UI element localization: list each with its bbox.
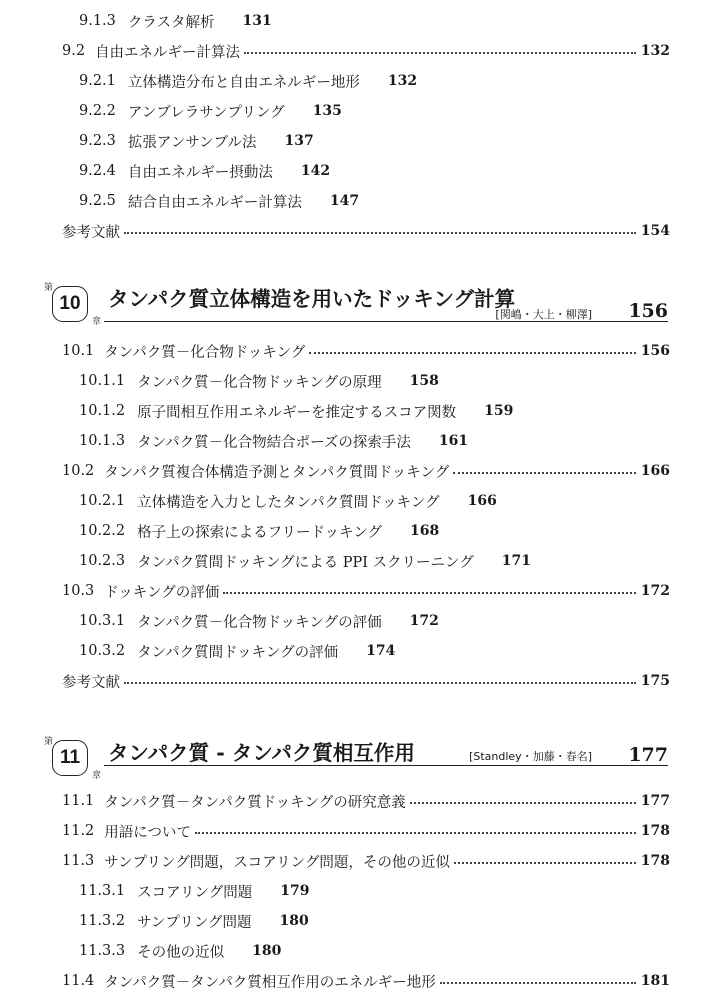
entry-number: 10.1.3 [79, 433, 126, 449]
entry-title: タンパク質－タンパク質相互作用のエネルギー地形 [104, 974, 436, 991]
entry-title: ドッキングの評価 [104, 584, 220, 601]
chapter-number-badge: 10 [52, 286, 88, 322]
entry-page: 172 [409, 613, 439, 629]
entry-page: 175 [640, 673, 670, 689]
chapter-page: 177 [628, 744, 668, 766]
entry-title: タンパク質－化合物ドッキング [104, 344, 306, 361]
entry-page: 166 [467, 493, 497, 509]
entry-number: 9.2 [62, 43, 86, 59]
toc-entry[interactable] [0, 546, 710, 576]
entry-page: 158 [409, 373, 439, 389]
entry-number: 10.3.2 [79, 643, 126, 659]
toc-entry[interactable] [0, 96, 710, 126]
entry-number: 11.3 [62, 853, 95, 869]
entry-number: 10.2.3 [79, 553, 126, 569]
toc-entry[interactable] [0, 786, 710, 816]
chapter-page: 156 [628, 300, 668, 322]
dot-leader [195, 831, 636, 834]
entry-page: 135 [312, 103, 342, 119]
entry-page: 132 [640, 43, 670, 59]
entry-page: 181 [640, 973, 670, 989]
toc-entry[interactable] [0, 606, 710, 636]
dot-leader [453, 471, 636, 474]
toc-entry[interactable] [0, 846, 710, 876]
entry-title: クラスタ解析 [127, 14, 215, 31]
entry-title: 自由エネルギー摂動法 [127, 164, 273, 181]
dot-leader [223, 591, 636, 594]
entry-page: 132 [387, 73, 418, 89]
toc-entry[interactable] [0, 456, 710, 486]
entry-page: 180 [252, 943, 282, 959]
entry-number: 10.2 [62, 463, 95, 479]
entry-page: 177 [640, 793, 670, 809]
entry-page: 174 [366, 643, 396, 659]
toc-entry[interactable] [0, 66, 710, 96]
chapter-heading [0, 280, 710, 330]
entry-title: サンプリング問題 [137, 914, 252, 931]
entry-number: 11.3.3 [79, 943, 126, 959]
entry-page: 154 [640, 223, 670, 239]
toc-entry[interactable] [0, 966, 710, 996]
toc-entry[interactable] [0, 336, 710, 366]
entry-page: 168 [410, 523, 440, 539]
chapter-title: タンパク質立体構造を用いたドッキング計算 [108, 287, 516, 311]
dot-leader [440, 981, 636, 984]
entry-title: 参考文献 [62, 674, 120, 691]
entry-title: 用語について [104, 824, 192, 841]
toc-entry[interactable] [0, 186, 710, 216]
entry-title: アンブレラサンプリング [127, 104, 285, 121]
entry-number: 9.2.4 [79, 163, 116, 179]
entry-number: 10.3 [62, 583, 95, 599]
entry-title: 格子上の探索によるフリードッキング [137, 524, 383, 541]
entry-title: タンパク質複合体構造予測とタンパク質間ドッキング [104, 464, 450, 481]
entry-title: 結合自由エネルギー計算法 [127, 194, 302, 211]
entry-number: 9.2.1 [79, 73, 116, 89]
entry-title: 原子間相互作用エネルギーを推定するスコア関数 [137, 404, 457, 421]
chapter-suffix: 章 [92, 317, 102, 327]
chapter-prefix: 第 [44, 737, 54, 747]
entry-title: 立体構造を入力としたタンパク質間ドッキング [137, 494, 440, 511]
toc-entry[interactable] [0, 936, 710, 966]
entry-number: 10.1 [62, 343, 95, 359]
toc-entry[interactable] [0, 876, 710, 906]
entry-number: 11.4 [62, 973, 95, 989]
toc-entry[interactable] [0, 816, 710, 846]
toc-entry[interactable] [0, 426, 710, 456]
entry-number: 9.2.3 [79, 133, 116, 149]
entry-page: 137 [284, 133, 314, 149]
dot-leader [454, 861, 636, 864]
entry-page: 178 [640, 853, 670, 869]
entry-number: 11.3.1 [79, 883, 126, 899]
toc-entry[interactable] [0, 6, 710, 36]
chapter-number-badge: 11 [52, 740, 88, 776]
chapter-authors: [関嶋・大上・柳澤] [495, 308, 592, 321]
entry-number: 11.1 [62, 793, 95, 809]
entry-title: スコアリング問題 [137, 884, 253, 901]
chapter-authors: [Standley・加藤・春名] [469, 750, 592, 763]
dot-leader [124, 231, 636, 234]
entry-title: タンパク質－化合物ドッキングの原理 [137, 374, 382, 391]
toc-entry[interactable] [0, 666, 710, 696]
toc-entry[interactable] [0, 126, 710, 156]
dot-leader [124, 681, 636, 684]
entry-page: 178 [640, 823, 670, 839]
toc-entry[interactable] [0, 156, 710, 186]
entry-title: 参考文献 [62, 224, 120, 241]
toc-entry[interactable] [0, 486, 710, 516]
chapter-heading [0, 734, 710, 784]
entry-title: その他の近似 [137, 944, 225, 961]
entry-number: 10.1.2 [79, 403, 126, 419]
entry-page: 161 [438, 433, 469, 449]
entry-title: タンパク質間ドッキングによる PPI スクリーニング [137, 554, 474, 571]
entry-page: 171 [501, 553, 531, 569]
toc-entry[interactable] [0, 216, 710, 246]
entry-page: 131 [242, 13, 272, 29]
entry-page: 166 [640, 463, 670, 479]
entry-title: 立体構造分布と自由エネルギー地形 [127, 74, 360, 91]
entry-title: タンパク質－タンパク質ドッキングの研究意義 [104, 794, 406, 811]
entry-page: 159 [484, 403, 514, 419]
entry-number: 11.3.2 [79, 913, 126, 929]
chapter-title: タンパク質 - タンパク質相互作用 [108, 741, 415, 765]
entry-page: 142 [300, 163, 331, 179]
dot-leader [309, 351, 636, 354]
entry-number: 10.1.1 [79, 373, 126, 389]
dot-leader [410, 801, 636, 804]
toc-entry[interactable] [0, 636, 710, 666]
entry-number: 9.2.5 [79, 193, 116, 209]
toc-entry[interactable] [0, 36, 710, 66]
entry-title: サンプリング問題，スコアリング問題，その他の近似 [104, 854, 450, 871]
chapter-rule [104, 765, 668, 766]
dot-leader [244, 51, 636, 54]
entry-number: 11.2 [62, 823, 95, 839]
toc-entry[interactable] [0, 516, 710, 546]
entry-page: 147 [329, 193, 360, 209]
chapter-prefix: 第 [44, 283, 54, 293]
entry-page: 172 [640, 583, 670, 599]
entry-number: 9.2.2 [79, 103, 116, 119]
entry-number: 10.3.1 [79, 613, 126, 629]
toc-entry[interactable] [0, 576, 710, 606]
chapter-suffix: 章 [92, 771, 102, 781]
toc-entry[interactable] [0, 396, 710, 426]
toc-entry[interactable] [0, 906, 710, 936]
entry-number: 9.1.3 [79, 13, 116, 29]
entry-number: 10.2.1 [79, 493, 126, 509]
entry-title: 自由エネルギー計算法 [95, 44, 241, 61]
chapter-rule [104, 321, 668, 322]
entry-title: タンパク質－化合物ドッキングの評価 [137, 614, 382, 631]
entry-page: 180 [279, 913, 309, 929]
toc-entry[interactable] [0, 366, 710, 396]
entry-title: タンパク質－化合物結合ポーズの探索手法 [137, 434, 411, 451]
entry-page: 179 [280, 883, 310, 899]
entry-number: 10.2.2 [79, 523, 126, 539]
entry-title: タンパク質間ドッキングの評価 [137, 644, 339, 661]
entry-title: 拡張アンサンブル法 [127, 134, 257, 151]
entry-page: 156 [640, 343, 670, 359]
